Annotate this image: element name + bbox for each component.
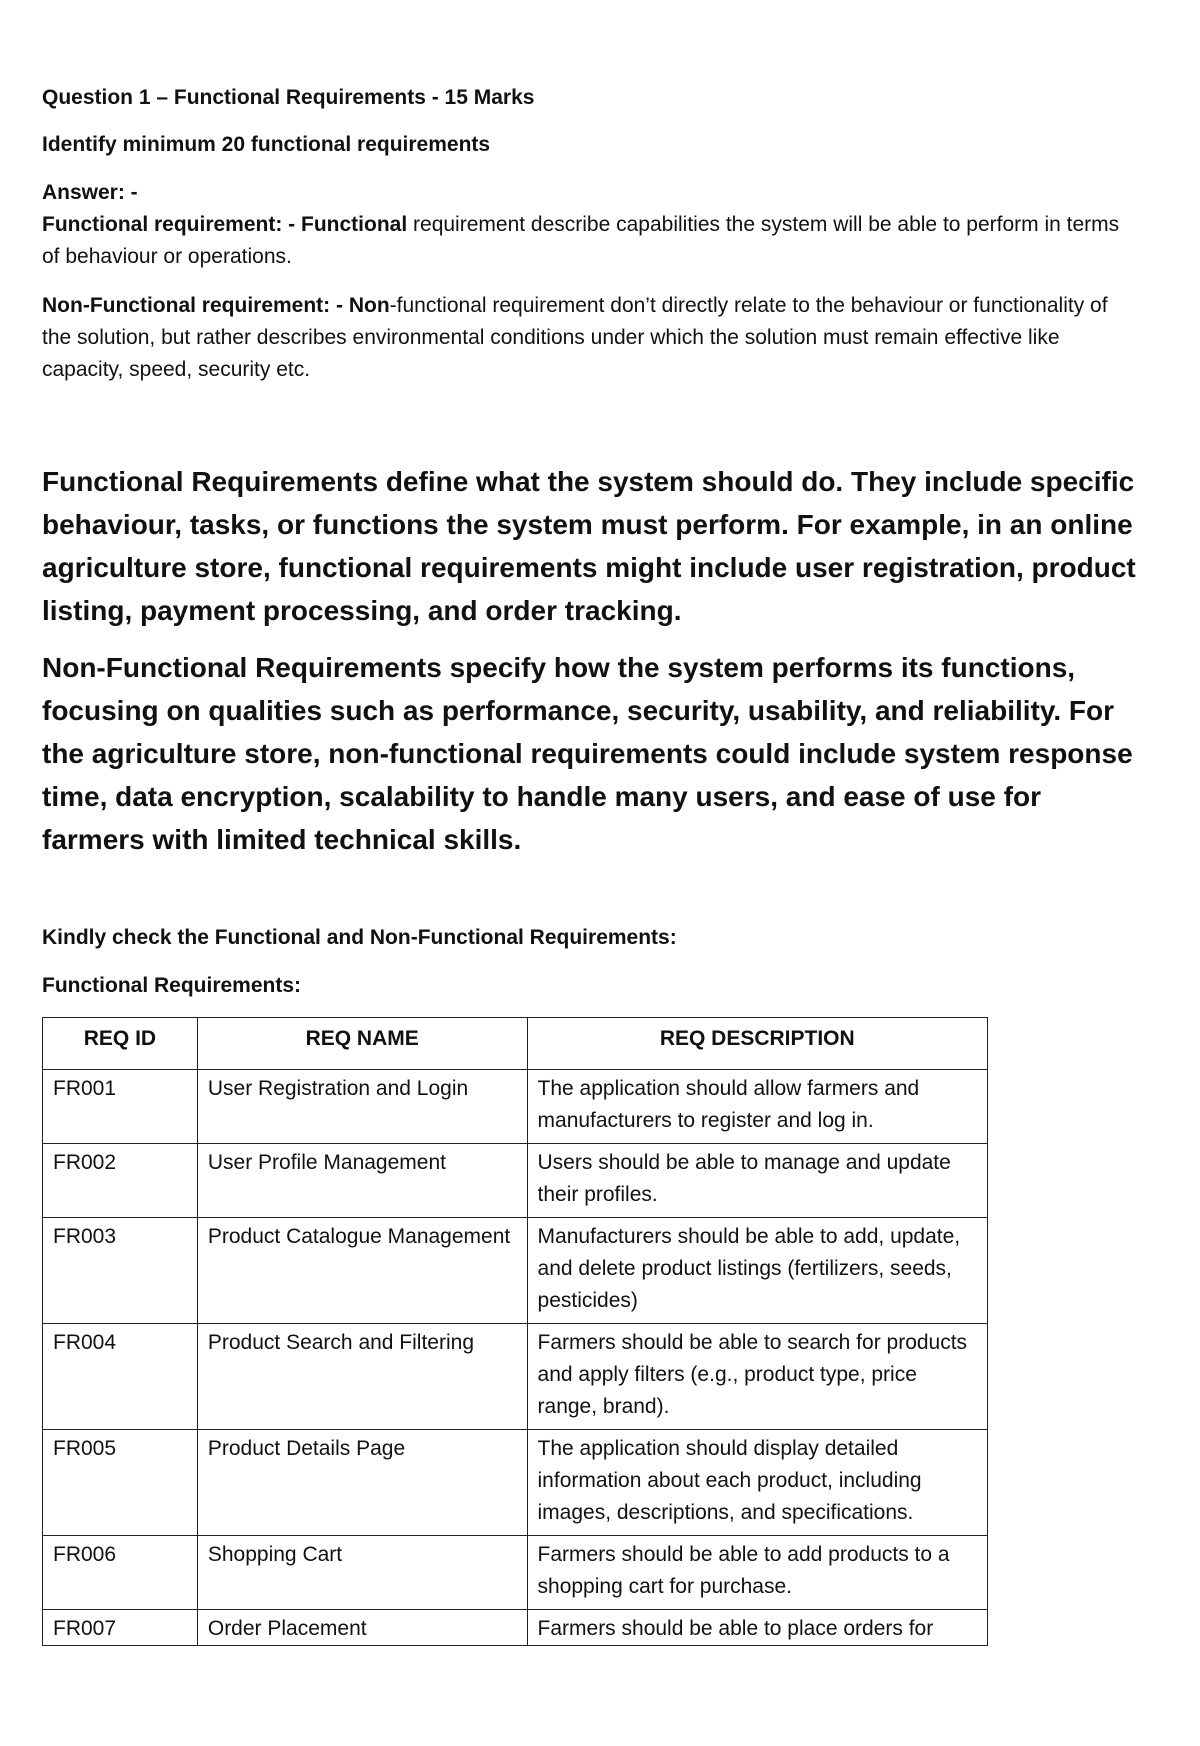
- functional-definition: [42, 209, 1122, 273]
- functional-requirements-heading: Functional Requirements:: [42, 974, 302, 997]
- req-id-cell: FR007: [43, 1610, 198, 1646]
- req-id-cell: FR001: [43, 1070, 198, 1144]
- req-description-cell: Users should be able to manage and update their profiles.: [527, 1144, 987, 1218]
- table-row: [43, 1070, 988, 1144]
- table-row: [43, 1144, 988, 1218]
- req-description-cell: The application should allow farmers and manufacturers to register and log in.: [527, 1070, 987, 1144]
- header-req-id: REQ ID: [43, 1018, 198, 1070]
- req-name-cell: Product Details Page: [197, 1430, 527, 1536]
- table-row: [43, 1430, 988, 1536]
- req-name-cell: User Registration and Login: [197, 1070, 527, 1144]
- non-functional-definition: [42, 290, 1122, 386]
- table-row: [43, 1610, 988, 1646]
- requirements-table: [42, 1017, 988, 1646]
- header-req-name: REQ NAME: [197, 1018, 527, 1070]
- table-row: [43, 1324, 988, 1430]
- req-description-cell: Farmers should be able to place orders for: [527, 1610, 987, 1646]
- non-functional-definition-text: -functional requirement don’t directly relate to the behaviour or functionality of the solution, but rather describes environmental conditions under which the solution must remain effective like capacity, speed, security etc.: [42, 294, 1108, 381]
- req-name-cell: Product Search and Filtering: [197, 1324, 527, 1430]
- req-description-cell: Farmers should be able to search for products and apply filters (e.g., product type, price range, brand).: [527, 1324, 987, 1430]
- answer-block: [42, 177, 1122, 273]
- non-functional-definition-label: Non-Functional requirement: - Non: [42, 294, 390, 317]
- identify-instruction: Identify minimum 20 functional requirements: [42, 133, 491, 156]
- req-name-cell: Product Catalogue Management: [197, 1218, 527, 1324]
- question-title: Question 1 – Functional Requirements - 15 Marks: [42, 86, 535, 109]
- answer-label: Answer: -: [42, 181, 138, 204]
- req-description-cell: The application should display detailed information about each product, including images, descriptions, and specifications.: [527, 1430, 987, 1536]
- functional-summary-paragraph: Functional Requirements define what the system should do. They include specific behaviour, tasks, or functions the system must perform. For example, in an online agriculture store, functional requirements might include user registration, product listing, payment processing, and order tracking.: [42, 466, 1136, 626]
- req-id-cell: FR006: [43, 1536, 198, 1610]
- req-id-cell: FR005: [43, 1430, 198, 1536]
- req-name-cell: User Profile Management: [197, 1144, 527, 1218]
- non-functional-summary-paragraph: Non-Functional Requirements specify how the system performs its functions, focusing on qualities such as performance, security, usability, and reliability. For the agriculture store, non-functional requirements could include system response time, data encryption, scalability to handle many users, and ease of use for farmers with limited technical skills.: [42, 652, 1133, 855]
- req-id-cell: FR004: [43, 1324, 198, 1430]
- req-description-cell: Manufacturers should be able to add, update, and delete product listings (fertilizers, seeds, pesticides): [527, 1218, 987, 1324]
- req-name-cell: Shopping Cart: [197, 1536, 527, 1610]
- req-id-cell: FR003: [43, 1218, 198, 1324]
- table-row: [43, 1218, 988, 1324]
- req-id-cell: FR002: [43, 1144, 198, 1218]
- req-name-cell: Order Placement: [197, 1610, 527, 1646]
- req-description-cell: Farmers should be able to add products to a shopping cart for purchase.: [527, 1536, 987, 1610]
- table-row: [43, 1536, 988, 1610]
- kindly-check-line: Kindly check the Functional and Non-Functional Requirements:: [42, 926, 677, 949]
- table-header-row: [43, 1018, 988, 1070]
- functional-definition-label: Functional requirement: - Functional: [42, 213, 408, 236]
- header-req-description: REQ DESCRIPTION: [527, 1018, 987, 1070]
- functional-definition-text: requirement describe capabilities the system will be able to perform in terms of behaviour or operations.: [42, 213, 1120, 268]
